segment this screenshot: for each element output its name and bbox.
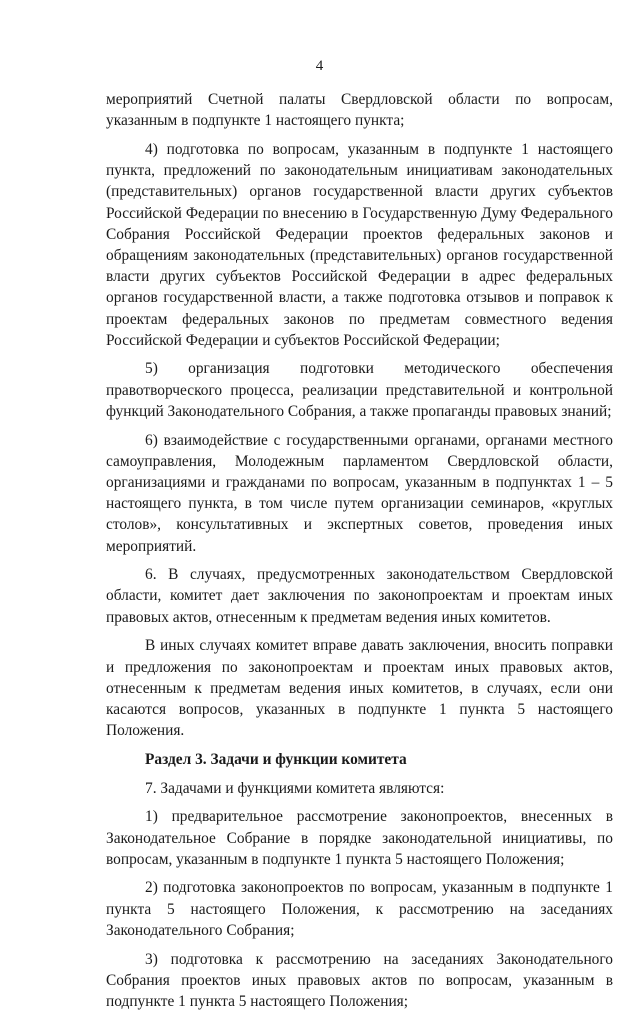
paragraph-clause-6: 6. В случаях, предусмотренных законодательством Свердловской области, комитет дает заключения по законопроектам и проектам иных правовых актов, отнесенным к предметам ведения иных комитетов. xyxy=(106,566,613,626)
paragraph-task-3: 3) подготовка к рассмотрению на заседаниях Законодательного Собрания проектов иных правовых актов по вопросам, указанным в подпункте 1 пункта 5 настоящего Положения; xyxy=(106,950,613,1010)
paragraph-item-5: 5) организация подготовки методического обеспечения правотворческого процесса, реализации представительной и контрольной функций Законодательного Собрания, а также пропаганды правовых знаний; xyxy=(106,360,613,420)
paragraph-item-6: 6) взаимодействие с государственными органами, органами местного самоуправления, Молодежным парламентом Свердловской области, организациями и гражданами по вопросам, указанным в подпунктах 1 – 5 настоящего пункта, в том числе путем организации семинаров, «круглых столов», консультативных и экспертных советов, проведения иных мероприятий. xyxy=(106,431,613,555)
document-body xyxy=(106,89,613,1020)
section-heading: Раздел 3. Задачи и функции комитета xyxy=(145,750,407,768)
paragraph-item-4: 4) подготовка по вопросам, указанным в подпункте 1 настоящего пункта, предложений по законодательным инициативам законодательных (представительных) органов государственной власти других субъектов Российской Федерации по внесению в Государственную Думу Федерального Собрания Российской Федерации проектов федеральных законов и обращениям законодательных (представительных) органов государственной власти других субъектов Российской Федерации в адрес федеральных органов государственной власти, а также подготовка отзывов и поправок к проектам федеральных законов по предметам совместного ведения Российской Федерации и субъектов Российской Федерации; xyxy=(106,140,613,349)
paragraph-other-cases: В иных случаях комитет вправе давать заключения, вносить поправки и предложения по законопроектам и проектам иных правовых актов, отнесенным к предметам ведения иных комитетов, в случаях, если они касаются вопросов, указанных в подпункте 1 пункта 5 настоящего Положения. xyxy=(106,637,613,740)
paragraph-clause-7: 7. Задачами и функциями комитета являются: xyxy=(145,779,445,797)
paragraph-task-1: 1) предварительное рассмотрение законопроектов, внесенных в Законодательное Собрание в порядке законодательной инициативы, по вопросам, указанным в подпункте 1 пункта 5 настоящего Положения; xyxy=(106,808,613,868)
page-number: 4 xyxy=(315,58,324,74)
paragraph-task-2: 2) подготовка законопроектов по вопросам, указанным в подпункте 1 пункта 5 настоящего Положения, к рассмотрению на заседаниях Законодательного Собрания; xyxy=(106,879,613,939)
paragraph-continuation: мероприятий Счетной палаты Свердловской области по вопросам, указанным в подпункте 1 настоящего пункта; xyxy=(106,91,613,130)
